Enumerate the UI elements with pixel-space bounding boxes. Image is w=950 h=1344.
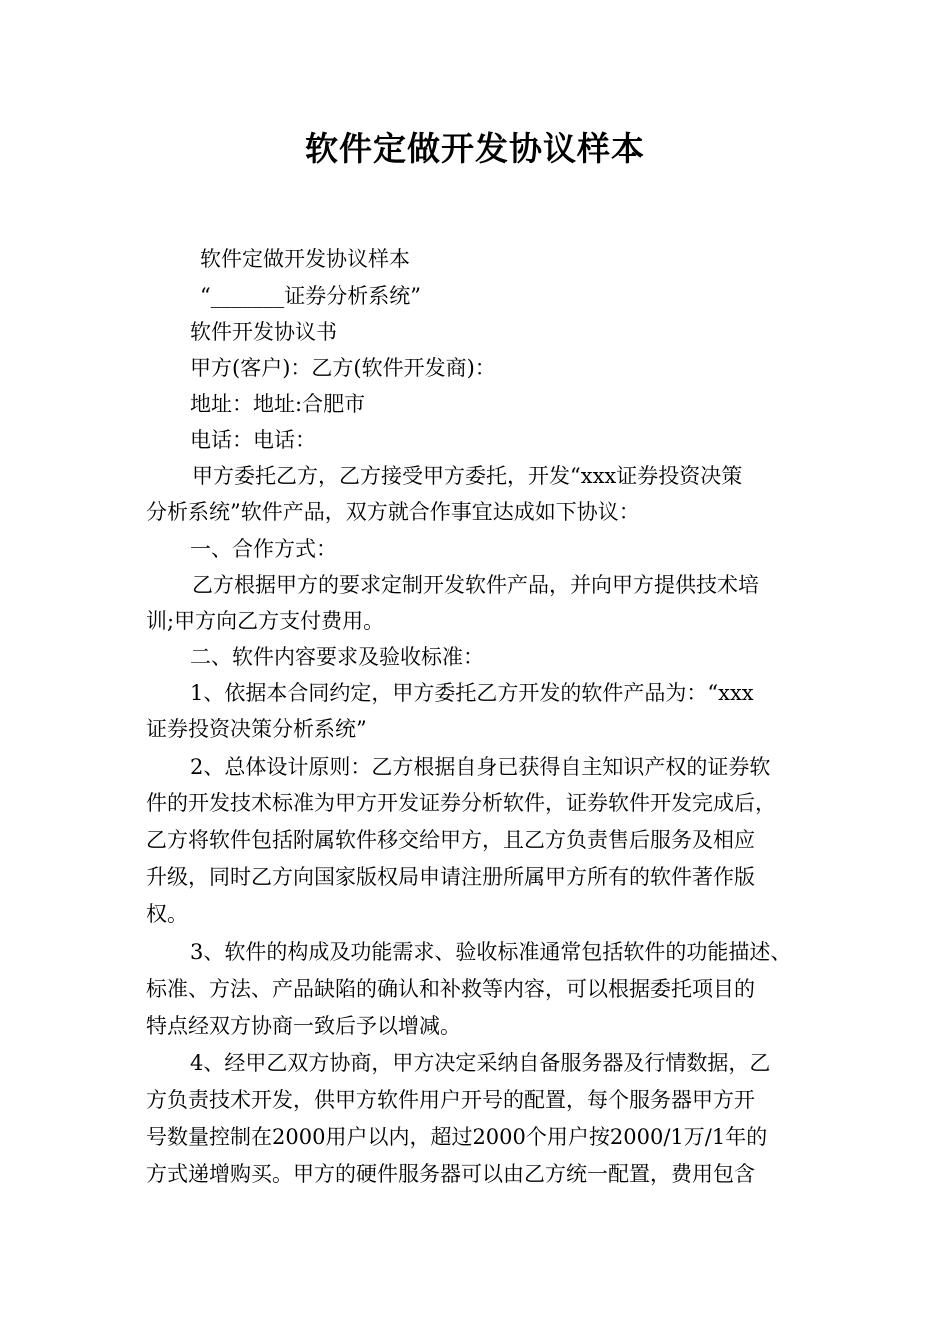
text-line: 软件定做开发协议样本 (200, 247, 410, 271)
text-line: 方负责技术开发，供甲方软件用户开号的配置，每个服务器甲方开 (146, 1088, 755, 1112)
text-line: 证券投资决策分析系统” (146, 717, 367, 741)
text-line: 乙方将软件包括附属软件移交给甲方，且乙方负责售后服务及相应 (146, 828, 755, 852)
section-heading: 二、软件内容要求及验收标准： (190, 645, 484, 669)
text-line: 地址：地址:合肥市 (190, 392, 366, 416)
text-line: 标准、方法、产品缺陷的确认和补救等内容，可以根据委托项目的 (146, 977, 755, 1001)
section-heading: 一、合作方式： (190, 537, 337, 561)
text-line: 分析系统”软件产品，双方就合作事宜达成如下协议： (146, 500, 640, 524)
text-line: 方式递增购买。甲方的硬件服务器可以由乙方统一配置，费用包含 (146, 1162, 755, 1186)
text-line: 乙方根据甲方的要求定制开发软件产品，并向甲方提供技术培 (192, 573, 759, 597)
text-line: 甲方委托乙方，乙方接受甲方委托，开发“xxx证券投资决策 (192, 464, 743, 488)
text-line: 特点经双方协商一致后予以增减。 (146, 1014, 461, 1038)
text-line: 训;甲方向乙方支付费用。 (146, 609, 385, 633)
document-title: 软件定做开发协议样本 (305, 129, 645, 168)
text-line: 电话：电话： (190, 428, 316, 452)
text-line: 件的开发技术标准为甲方开发证券分析软件，证券软件开发完成后， (146, 791, 776, 815)
text-line: 权。 (146, 902, 188, 926)
text-line: 1、依据本合同约定，甲方委托乙方开发的软件产品为：“xxx (190, 681, 754, 705)
text-line: 软件开发协议书 (190, 320, 337, 344)
text-line: 3、软件的构成及功能需求、验收标准通常包括软件的功能描述、 (190, 940, 792, 964)
text-line: 甲方(客户)：乙方(软件开发商)： (190, 356, 496, 380)
text-line: 4、经甲乙双方协商，甲方决定采纳自备服务器及行情数据，乙 (190, 1051, 771, 1075)
text-line: 升级，同时乙方向国家版权局申请注册所属甲方所有的软件著作版 (146, 865, 755, 889)
text-line: 2、总体设计原则：乙方根据自身已获得自主知识产权的证券软 (190, 755, 771, 779)
text-line: 号数量控制在2000用户以内，超过2000个用户按2000/1万/1年的 (146, 1125, 768, 1149)
text-line: “_______证券分析系统” (200, 284, 421, 308)
